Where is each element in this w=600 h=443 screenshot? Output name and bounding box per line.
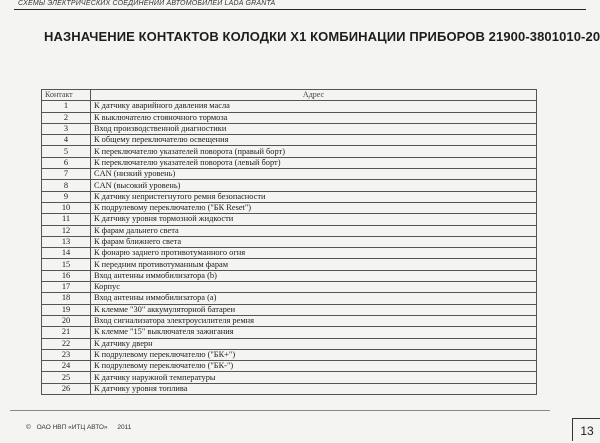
publisher-name: ОАО НВП «ИТЦ АВТО» — [36, 424, 108, 431]
table-row — [42, 123, 537, 134]
header-divider — [14, 9, 586, 10]
contact-address: К фарам дальнего света — [91, 225, 537, 236]
contact-address: К клемме "30" аккумуляторной батареи — [91, 304, 537, 315]
copyright-symbol: © — [26, 424, 31, 431]
table-row — [42, 146, 537, 157]
contact-address: CAN (низкий уровень) — [91, 169, 537, 180]
contact-number: 17 — [42, 282, 91, 293]
contact-address: К общему переключателю освещения — [91, 135, 537, 146]
footer — [26, 424, 131, 431]
table-row — [42, 248, 537, 259]
table-row — [42, 236, 537, 247]
table-row — [42, 349, 537, 360]
table-row — [42, 202, 537, 213]
contact-address: К подрулевому переключателю ("БК-") — [91, 361, 537, 372]
contact-address: К датчику уровня тормозной жидкости — [91, 214, 537, 225]
contact-number: 8 — [42, 180, 91, 191]
contact-number: 14 — [42, 248, 91, 259]
table-row — [42, 372, 537, 383]
publication-year: 2011 — [117, 424, 132, 431]
contact-address: Вход сигнализатора электроусилителя ремня — [91, 315, 537, 326]
contact-number: 19 — [42, 304, 91, 315]
table-row — [42, 225, 537, 236]
table-row — [42, 361, 537, 372]
contact-address: К переключателю указателей поворота (правый борт) — [91, 146, 537, 157]
contact-number: 4 — [42, 135, 91, 146]
contact-number: 13 — [42, 236, 91, 247]
contact-address: К датчику наружной температуры — [91, 372, 537, 383]
contact-number: 11 — [42, 214, 91, 225]
contact-address: Корпус — [91, 282, 537, 293]
contact-address: К выключателю стояночного тормоза — [91, 112, 537, 123]
contact-number: 21 — [42, 327, 91, 338]
contact-address: К передним противотуманным фарам — [91, 259, 537, 270]
running-header: СХЕМЫ ЭЛЕКТРИЧЕСКИХ СОЕДИНЕНИЙ АВТОМОБИЛЕЙ LADA GRANTA — [18, 0, 276, 7]
contact-address: К подрулевому переключателю ("БК Reset") — [91, 202, 537, 213]
table-row — [42, 338, 537, 349]
contact-address: К клемме "15" выключателя зажигания — [91, 327, 537, 338]
table-row — [42, 259, 537, 270]
contact-number: 15 — [42, 259, 91, 270]
contact-number: 16 — [42, 270, 91, 281]
table-row — [42, 383, 537, 394]
contact-number: 3 — [42, 123, 91, 134]
table-row — [42, 293, 537, 304]
table-row — [42, 101, 537, 112]
table-row — [42, 112, 537, 123]
table-row — [42, 270, 537, 281]
contact-number: 5 — [42, 146, 91, 157]
table-row — [42, 135, 537, 146]
contact-address: CAN (высокий уровень) — [91, 180, 537, 191]
contact-number: 25 — [42, 372, 91, 383]
table-row — [42, 327, 537, 338]
contact-number: 12 — [42, 225, 91, 236]
column-header-contact: Контакт — [42, 90, 91, 101]
contact-number: 18 — [42, 293, 91, 304]
table-row — [42, 315, 537, 326]
footer-divider — [10, 410, 550, 411]
contact-address: К датчику аварийного давления масла — [91, 101, 537, 112]
contact-number: 9 — [42, 191, 91, 202]
contact-number: 23 — [42, 349, 91, 360]
page-title: НАЗНАЧЕНИЕ КОНТАКТОВ КОЛОДКИ Х1 КОМБИНАЦИИ ПРИБОРОВ 21900-3801010-20 — [44, 29, 600, 44]
contact-address: К датчику непристегнутого ремня безопасности — [91, 191, 537, 202]
contact-number: 20 — [42, 315, 91, 326]
contact-address: К датчику дверн — [91, 338, 537, 349]
contact-address: К датчику уровня топлива — [91, 383, 537, 394]
contact-number: 22 — [42, 338, 91, 349]
contact-address: К переключателю указателей поворота (левый борт) — [91, 157, 537, 168]
contact-number: 26 — [42, 383, 91, 394]
table-row — [42, 214, 537, 225]
table-row — [42, 180, 537, 191]
table-row — [42, 157, 537, 168]
contact-address: К фарам ближнего света — [91, 236, 537, 247]
table-row — [42, 169, 537, 180]
contact-number: 2 — [42, 112, 91, 123]
contact-number: 24 — [42, 361, 91, 372]
table-header-row — [42, 90, 537, 101]
table-body — [42, 101, 537, 395]
contact-number: 6 — [42, 157, 91, 168]
contact-number: 1 — [42, 101, 91, 112]
contact-address: Вход производственной диагностики — [91, 123, 537, 134]
contact-address: Вход антенны иммобилизатора (b) — [91, 270, 537, 281]
pin-assignment-table — [41, 89, 537, 395]
contact-number: 7 — [42, 169, 91, 180]
contact-address: Вход антенны иммобилизатора (а) — [91, 293, 537, 304]
table-row — [42, 282, 537, 293]
contact-address: К фонарю заднего противотуманного огня — [91, 248, 537, 259]
table-row — [42, 304, 537, 315]
contact-address: К подрулевому переключателю ("БК+") — [91, 349, 537, 360]
contact-number: 10 — [42, 202, 91, 213]
column-header-address: Адрес — [91, 90, 537, 101]
page-number: 13 — [572, 418, 600, 441]
table-row — [42, 191, 537, 202]
